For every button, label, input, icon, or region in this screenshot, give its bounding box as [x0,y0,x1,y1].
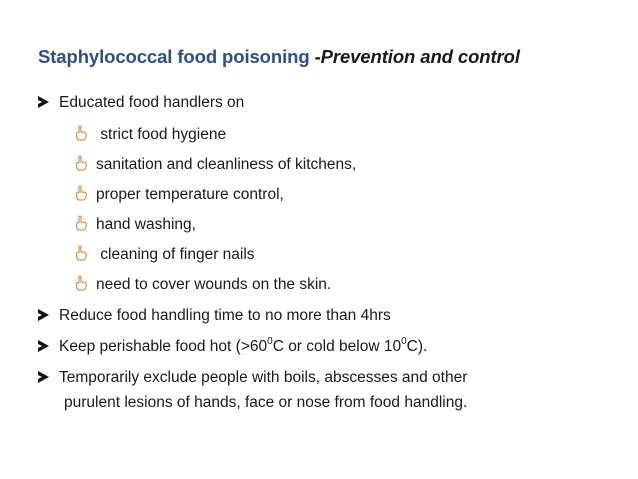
bullet-text: Keep perishable food hot (>60 [59,338,268,355]
sub-bullet-text: sanitation and cleanliness of kitchens, [96,156,357,173]
bullet-continuation [64,393,467,413]
slide-title [38,46,628,68]
bullet-text: Reduce food handling time to no more than 4hrs [59,307,391,324]
sub-bullet-text: proper temperature control, [96,186,284,203]
bullet-text: purulent lesions of hands, face or nose from food handling. [64,394,468,411]
bullet-text: C or cold below 10 [272,338,402,355]
sub-bullet-item [74,155,356,175]
arrow-bullet-icon [38,96,49,108]
bullet-item [38,337,427,357]
title-subtitle: -Prevention and control [309,46,520,67]
sub-bullet-item [74,275,331,295]
arrow-bullet-icon [38,371,49,383]
pointing-hand-icon [74,245,88,261]
sub-bullet-item [74,215,196,235]
bullet-item [38,368,467,388]
bullet-text: Educated food handlers on [59,94,245,111]
sub-bullet-item [74,185,284,205]
arrow-bullet-icon [38,340,49,352]
pointing-hand-icon [74,275,88,291]
sub-bullet-item [74,125,226,145]
sub-bullet-text: strict food hygiene [96,126,227,143]
sub-bullet-text: need to cover wounds on the skin. [96,276,332,293]
pointing-hand-icon [74,155,88,171]
superscript: 0 [401,335,407,347]
pointing-hand-icon [74,185,88,201]
bullet-item [38,93,244,113]
superscript: 0 [267,335,273,347]
sub-bullet-text: hand washing, [96,216,196,233]
pointing-hand-icon [74,215,88,231]
sub-bullet-item [74,245,255,265]
sub-bullet-text: cleaning of finger nails [96,246,255,263]
pointing-hand-icon [74,125,88,141]
bullet-item [38,306,391,326]
bullet-text: C). [406,338,428,355]
arrow-bullet-icon [38,309,49,321]
bullet-text: Temporarily exclude people with boils, abscesses and other [59,369,468,386]
title-main: Staphylococcal food poisoning [38,46,310,67]
